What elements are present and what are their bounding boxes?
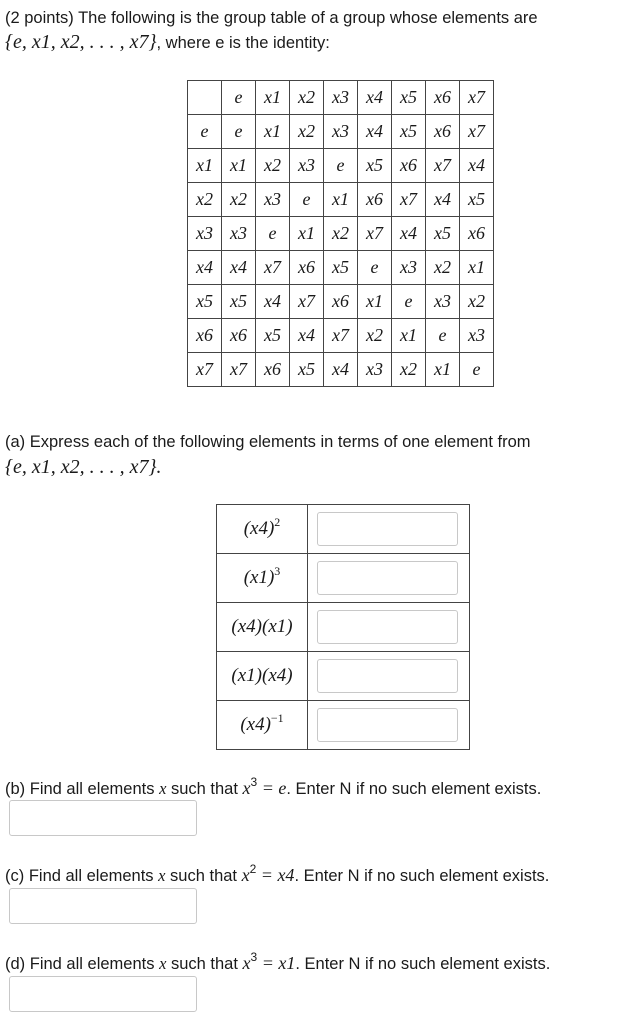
part-a-expression — [217, 701, 308, 750]
group-table-cell: x2 — [358, 319, 392, 353]
group-table-cell: x6 — [256, 353, 290, 387]
part-d-prompt: (d) Find all elements x such that $x^3 = x1$. Enter N if no such element exists. — [5, 950, 551, 973]
group-table-row-label: x6 — [188, 319, 222, 353]
group-table-cell: x7 — [460, 115, 494, 149]
part-a-answer-cell — [308, 505, 470, 554]
group-table-cell: e — [460, 353, 494, 387]
group-table-cell: x1 — [426, 353, 460, 387]
group-table-row — [188, 149, 494, 183]
group-table-row — [188, 285, 494, 319]
part-a-row — [217, 554, 470, 603]
intro-suffix: , where e is the identity: — [156, 34, 330, 52]
group-table-cell: x6 — [392, 149, 426, 183]
group-table-cell: x1 — [460, 251, 494, 285]
group-table-cell: x1 — [290, 217, 324, 251]
group-table-cell: x2 — [460, 285, 494, 319]
group-table-row — [188, 251, 494, 285]
part-a-row — [217, 603, 470, 652]
part-a-prompt: (a) Express each of the following elements in terms of one element from — [5, 433, 531, 451]
group-table-cell: x2 — [256, 149, 290, 183]
group-table-corner — [188, 81, 222, 115]
group-table-cell: x5 — [290, 353, 324, 387]
group-table-cell: e — [426, 319, 460, 353]
part-a-expression-base: (x1)(x4) — [231, 665, 293, 686]
group-table-cell: x6 — [324, 285, 358, 319]
group-table-cell: x6 — [460, 217, 494, 251]
group-table-cell: x2 — [290, 115, 324, 149]
part-a-expression — [217, 603, 308, 652]
group-table-cell: x7 — [358, 217, 392, 251]
group-table-row — [188, 353, 494, 387]
group-table-header-cell: x5 — [392, 81, 426, 115]
group-table-cell: x3 — [256, 183, 290, 217]
part-a-answer-input[interactable] — [317, 659, 458, 693]
group-table-cell: x4 — [426, 183, 460, 217]
part-a-row — [217, 505, 470, 554]
group-table-header-row — [188, 81, 494, 115]
group-table-header-cell: x4 — [358, 81, 392, 115]
part-a-answer-input[interactable] — [317, 512, 458, 546]
part-a-answer-cell — [308, 603, 470, 652]
part-a-answer-input[interactable] — [317, 708, 458, 742]
part-a-answer-cell — [308, 554, 470, 603]
group-table-cell: e — [358, 251, 392, 285]
part-a-expression-base: (x4) — [240, 714, 271, 735]
group-table-row — [188, 115, 494, 149]
group-table-cell: x4 — [256, 285, 290, 319]
group-table-row — [188, 183, 494, 217]
group-table-cell: x7 — [324, 319, 358, 353]
part-a-answer-input[interactable] — [317, 610, 458, 644]
part-a-expression-exponent: 3 — [274, 564, 281, 578]
part-a-expression — [217, 652, 308, 701]
group-table-header-cell: x2 — [290, 81, 324, 115]
intro-line1: (2 points) The following is the group table of a group whose elements are — [5, 9, 538, 27]
group-table-cell: x2 — [222, 183, 256, 217]
group-table-cell: e — [392, 285, 426, 319]
part-c-prompt: (c) Find all elements x such that $x^2 = x4$. Enter N if no such element exists. — [5, 862, 550, 885]
group-table-cell: x3 — [358, 353, 392, 387]
group-table-cell: x4 — [392, 217, 426, 251]
part-b-prompt: (b) Find all elements x such that $x^3 = e$. Enter N if no such element exists. — [5, 775, 542, 798]
part-a-expression-base: (x4) — [243, 518, 275, 539]
group-table-cell: x3 — [290, 149, 324, 183]
group-table-cell: x5 — [222, 285, 256, 319]
group-table-cell: e — [222, 115, 256, 149]
intro-text — [5, 6, 538, 30]
group-table-row-label: e — [188, 115, 222, 149]
group-table-cell: x4 — [460, 149, 494, 183]
group-table-cell: x6 — [358, 183, 392, 217]
group-table-cell: x1 — [358, 285, 392, 319]
group-table-cell: x5 — [426, 217, 460, 251]
group-table-row — [188, 217, 494, 251]
part-b-answer-input[interactable] — [9, 800, 197, 836]
group-table-header-cell: x3 — [324, 81, 358, 115]
group-table-cell: x6 — [426, 115, 460, 149]
part-a-expression-base: (x4)(x1) — [231, 616, 293, 637]
group-table-cell: x4 — [222, 251, 256, 285]
group-table-cell: x6 — [222, 319, 256, 353]
part-a-expression — [217, 554, 308, 603]
group-table-row-label: x2 — [188, 183, 222, 217]
group-table-cell: x3 — [222, 217, 256, 251]
intro-set: {e, x1, x2, . . . , x7} — [5, 31, 157, 53]
part-a-set: {e, x1, x2, . . . , x7}. — [5, 456, 162, 478]
group-table-cell: x1 — [256, 115, 290, 149]
part-a-answer-input[interactable] — [317, 561, 458, 595]
group-table-cell: x6 — [290, 251, 324, 285]
group-table-cell: e — [290, 183, 324, 217]
group-table-row-label: x7 — [188, 353, 222, 387]
part-a-table — [216, 504, 470, 750]
group-table-row-label: x4 — [188, 251, 222, 285]
part-a-answer-cell — [308, 652, 470, 701]
part-a-expression-base: (x1) — [243, 567, 275, 588]
group-table-cell: x5 — [324, 251, 358, 285]
group-table-row-label: x1 — [188, 149, 222, 183]
group-table-row-label: x5 — [188, 285, 222, 319]
group-table-cell: x3 — [460, 319, 494, 353]
part-a-expression-exponent: 2 — [274, 515, 281, 529]
group-table-cell: x7 — [256, 251, 290, 285]
group-table-header-cell: e — [222, 81, 256, 115]
part-a-answer-cell — [308, 701, 470, 750]
group-table-cell: x3 — [392, 251, 426, 285]
part-a-expression — [217, 505, 308, 554]
group-table-cell: x1 — [222, 149, 256, 183]
part-c-answer-input[interactable] — [9, 888, 197, 924]
group-table-cell: x7 — [290, 285, 324, 319]
group-table-cell: x4 — [324, 353, 358, 387]
group-table-cell: x4 — [290, 319, 324, 353]
group-table-cell: x3 — [426, 285, 460, 319]
group-table-cell: x2 — [392, 353, 426, 387]
part-a-row — [217, 701, 470, 750]
group-table-row-label: x3 — [188, 217, 222, 251]
group-table-header-cell: x1 — [256, 81, 290, 115]
part-a-expression-exponent: −1 — [270, 711, 284, 725]
group-table — [187, 80, 494, 387]
group-table-cell: x5 — [256, 319, 290, 353]
group-table-cell: x7 — [426, 149, 460, 183]
group-table-header-cell: x6 — [426, 81, 460, 115]
group-table-cell: x1 — [324, 183, 358, 217]
group-table-cell: x5 — [358, 149, 392, 183]
group-table-cell: x1 — [392, 319, 426, 353]
group-table-cell: x2 — [324, 217, 358, 251]
group-table-row — [188, 319, 494, 353]
group-table-cell: e — [324, 149, 358, 183]
group-table-cell: x3 — [324, 115, 358, 149]
group-table-cell: x7 — [222, 353, 256, 387]
group-table-cell: x7 — [392, 183, 426, 217]
group-table-cell: e — [256, 217, 290, 251]
part-a-row — [217, 652, 470, 701]
group-table-cell: x2 — [426, 251, 460, 285]
intro-line2 — [5, 30, 330, 55]
group-table-cell: x4 — [358, 115, 392, 149]
group-table-cell: x5 — [392, 115, 426, 149]
group-table-header-cell: x7 — [460, 81, 494, 115]
part-d-answer-input[interactable] — [9, 976, 197, 1012]
group-table-cell: x5 — [460, 183, 494, 217]
